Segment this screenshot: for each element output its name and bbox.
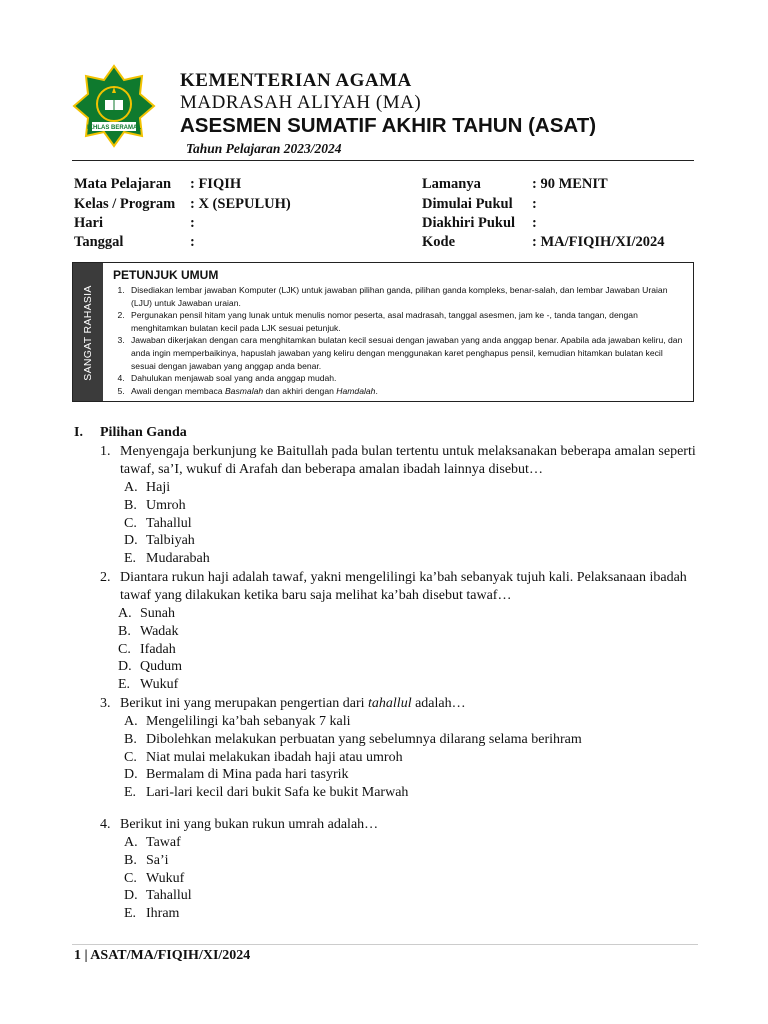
question-3 — [74, 695, 696, 713]
option-letter: D. — [118, 659, 132, 675]
confidential-sidebar — [73, 263, 103, 401]
option-text: Umroh — [146, 497, 186, 513]
info-label: Lamanya — [422, 176, 481, 192]
option-item — [124, 550, 696, 568]
option-text: Wadak — [140, 623, 179, 639]
option-letter: D. — [124, 888, 138, 904]
option-text: Qudum — [140, 659, 182, 675]
options-list — [74, 479, 696, 568]
question-number: 2. — [100, 569, 111, 585]
instruction-item — [127, 385, 687, 398]
questions-section — [74, 424, 696, 923]
question-1 — [74, 443, 696, 479]
info-value: : — [190, 215, 195, 231]
option-text: Niat mulai melakukan ibadah haji atau umroh — [146, 749, 403, 765]
instruction-basmalah: Basmalah — [224, 385, 264, 396]
instructions-body — [113, 268, 687, 397]
option-item — [124, 887, 696, 905]
option-letter: B. — [124, 497, 137, 513]
option-item — [118, 676, 696, 694]
page-footer: 1 | ASAT/MA/FIQIH/XI/2024 — [74, 948, 251, 963]
option-item — [124, 766, 696, 784]
option-text: Ihram — [146, 906, 180, 922]
header-academic-year: Tahun Pelajaran 2023/2024 — [186, 141, 342, 156]
info-value: : FIQIH — [190, 176, 242, 192]
section-number: I. — [74, 425, 83, 440]
instruction-text: dan akhiri dengan — [263, 385, 337, 396]
option-letter: D. — [124, 767, 138, 783]
instructions-title: PETUNJUK UMUM — [113, 268, 219, 282]
option-item — [124, 731, 696, 749]
instruction-text: . — [375, 385, 378, 396]
option-item — [124, 479, 696, 497]
option-letter: B. — [124, 852, 137, 868]
option-text: Sunah — [140, 605, 175, 621]
info-value: : — [532, 196, 537, 212]
option-letter: C. — [124, 870, 137, 886]
option-letter: C. — [118, 641, 131, 657]
option-text: Tahallul — [146, 888, 192, 904]
question-text: adalah… — [411, 695, 466, 711]
option-text: Tawaf — [146, 834, 181, 850]
option-item — [124, 532, 696, 550]
options-list — [74, 713, 696, 802]
question-text: Berikut ini yang merupakan pengertian dari — [120, 695, 369, 711]
question-number: 1. — [100, 444, 111, 459]
option-item — [124, 834, 696, 852]
question-4 — [74, 816, 696, 834]
option-letter: A. — [124, 713, 138, 729]
options-list — [74, 605, 696, 694]
info-value: : X (SEPULUH) — [190, 196, 291, 212]
instruction-item: 2. Pergunakan pensil hitam yang lunak untuk menulis nomor peserta, asal madrasah, tanggal asesmen, jam ke -, tanda tangan, dengan menghitamkan bulatan kecil pada LJK sesuai petunjuk. — [127, 309, 687, 334]
option-item — [124, 852, 696, 870]
header-ministry: KEMENTERIAN AGAMA — [180, 70, 412, 91]
kemenag-logo — [72, 64, 156, 148]
info-label: Tanggal — [74, 234, 124, 250]
option-text: Talbiyah — [146, 533, 195, 549]
instructions-box — [72, 262, 694, 402]
option-item — [124, 784, 696, 802]
header-exam-title: ASESMEN SUMATIF AKHIR TAHUN (ASAT) — [180, 114, 597, 137]
options-list — [74, 834, 696, 923]
instruction-hamdalah: Hamdalah — [336, 385, 376, 396]
confidential-label: SANGAT RAHASIA — [82, 285, 94, 381]
option-item — [124, 515, 696, 533]
info-value: : MA/FIQIH/XI/2024 — [532, 234, 665, 250]
info-label: Kode — [422, 234, 456, 250]
option-letter: A. — [124, 480, 138, 495]
info-label: Mata Pelajaran — [74, 176, 172, 192]
instruction-item: 4. Dahulukan menjawab soal yang anda anggap mudah. — [127, 372, 687, 385]
option-letter: E. — [124, 906, 137, 922]
option-letter: C. — [124, 749, 137, 765]
option-text: Lari-lari kecil dari bukit Safa ke bukit Marwah — [146, 785, 409, 801]
option-item — [124, 870, 696, 888]
instructions-list — [113, 284, 687, 397]
option-letter: D. — [124, 533, 138, 549]
section-title: Pilihan Ganda — [100, 425, 187, 440]
info-label: Hari — [74, 215, 103, 231]
option-text: Tahallul — [146, 515, 192, 531]
question-2 — [74, 569, 696, 605]
question-text: Diantara rukun haji adalah tawaf, yakni mengelilingi ka’bah sebanyak tujuh kali. Pelaksanaan ibadah tawaf yang dilakukan ketika baru saja melihat ka’bah disebut tawaf… — [120, 569, 687, 603]
question-text: Berikut ini yang bukan rukun umrah adalah… — [120, 816, 379, 832]
info-label: Dimulai Pukul — [422, 196, 513, 212]
option-text: Mengelilingi ka’bah sebanyak 7 kali — [146, 713, 351, 729]
info-label: Kelas / Program — [74, 196, 176, 212]
option-item — [124, 713, 696, 731]
info-value: : 90 MENIT — [532, 176, 608, 192]
option-letter: B. — [124, 731, 137, 747]
option-text: Mudarabah — [146, 551, 210, 567]
instruction-item: 1. Disediakan lembar jawaban Komputer (LJK) untuk jawaban pilihan ganda, pilihan ganda kompleks, benar-salah, dan lembar Jawaban Uraian (LJU) untuk Jawaban uraian. — [127, 284, 687, 309]
option-letter: B. — [118, 623, 131, 639]
option-letter: A. — [118, 605, 132, 621]
option-text: Wukuf — [146, 870, 185, 886]
question-term: tahallul — [368, 695, 412, 711]
option-item — [118, 658, 696, 676]
option-text: Sa’i — [146, 852, 169, 868]
question-number: 3. — [100, 695, 111, 711]
option-letter: E. — [124, 785, 137, 801]
option-text: Bermalam di Mina pada hari tasyrik — [146, 767, 349, 783]
section-heading — [74, 424, 696, 442]
instruction-item: 3. Jawaban dikerjakan dengan cara menghitamkan bulatan kecil sesuai dengan jawaban yang anda anggap benar. Apabila ada jawaban keliru, dan anda ingin memperbaikinya, hapuslah jawaban yang keliru dengan menggunakan karet penghapus pensil, kemudian hitamkan bulatan kecil sesuai dengan jawaban yang anggap anda benar. — [127, 334, 687, 372]
logo-motto: IKHLAS BERAMAL — [87, 125, 141, 131]
header-divider — [72, 160, 694, 161]
info-value: : — [532, 215, 537, 231]
option-text: Haji — [146, 480, 171, 495]
option-letter: A. — [124, 834, 138, 850]
question-number: 4. — [100, 816, 111, 832]
option-item — [118, 623, 696, 641]
option-letter: E. — [124, 551, 137, 567]
option-letter: E. — [118, 677, 131, 693]
question-text: Menyengaja berkunjung ke Baitullah pada bulan tertentu untuk melaksanakan beberapa amalan seperti tawaf, sa’I, wukuf di Arafah dan beberapa amalan ibadah lainnya disebut… — [120, 444, 696, 477]
option-text: Wukuf — [140, 677, 179, 693]
option-text: Ifadah — [140, 641, 176, 657]
option-item — [124, 749, 696, 767]
instruction-text: Awali dengan membaca — [131, 385, 225, 396]
option-item — [124, 905, 696, 923]
option-item — [124, 497, 696, 515]
option-item — [118, 605, 696, 623]
option-text: Dibolehkan melakukan perbuatan yang sebelumnya dilarang selama berihram — [146, 731, 582, 747]
option-item — [118, 641, 696, 659]
footer-divider — [72, 944, 698, 945]
info-label: Diakhiri Pukul — [422, 215, 516, 231]
header-school: MADRASAH ALIYAH (MA) — [180, 92, 422, 113]
option-letter: C. — [124, 515, 137, 531]
info-value: : — [190, 234, 195, 250]
